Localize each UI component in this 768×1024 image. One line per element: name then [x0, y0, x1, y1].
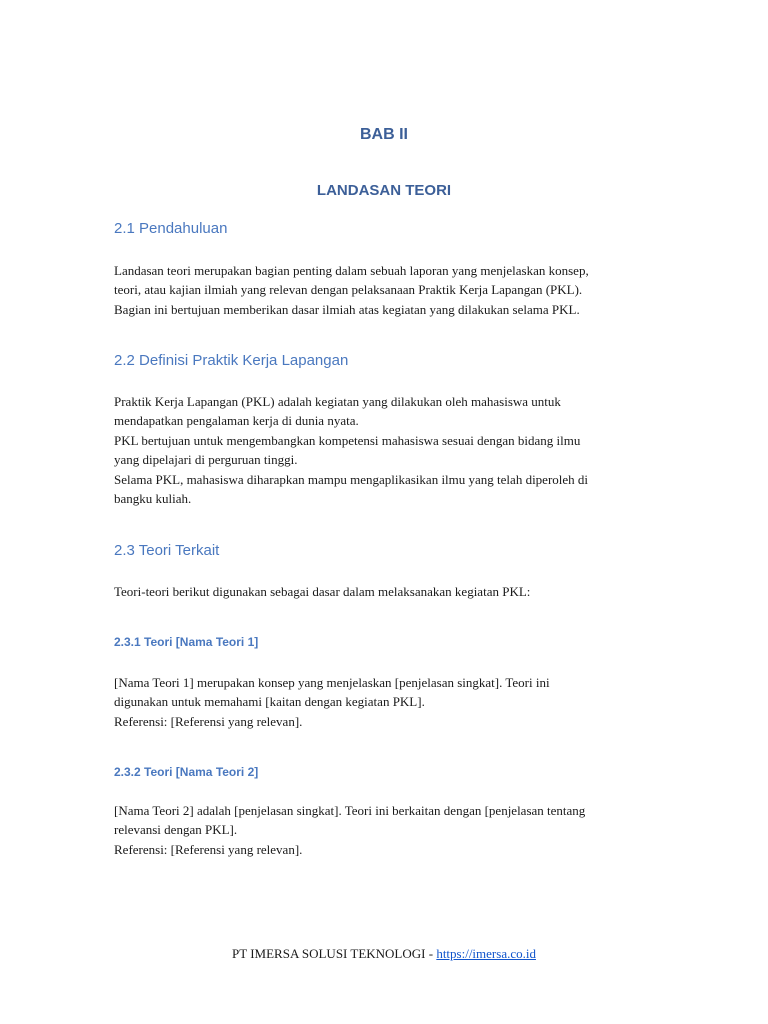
section-heading-2-2: 2.2 Definisi Praktik Kerja Lapangan	[114, 352, 349, 369]
body-line: [Nama Teori 2] adalah [penjelasan singkat]. Teori ini berkaitan dengan [penjelasan tentang	[114, 803, 586, 818]
section-heading-2-1: 2.1 Pendahuluan	[114, 220, 228, 237]
body-line: Praktik Kerja Lapangan (PKL) adalah kegiatan yang dilakukan oleh mahasiswa untuk	[114, 394, 561, 409]
chapter-title: LANDASAN TEORI	[316, 182, 452, 199]
chapter-number: BAB II	[360, 126, 408, 143]
subsection-body-2-3-2	[114, 801, 674, 859]
body-line: Referensi: [Referensi yang relevan].	[114, 841, 303, 857]
body-line: bangku kuliah.	[114, 491, 192, 507]
body-line: digunakan untuk memahami [kaitan dengan kegiatan PKL].	[114, 694, 425, 710]
body-line: Landasan teori merupakan bagian penting dalam sebuah laporan yang menjelaskan konsep,	[114, 263, 589, 278]
section-body-2-3	[114, 582, 674, 601]
body-line: Referensi: [Referensi yang relevan].	[114, 713, 303, 729]
body-line: Teori-teori berikut digunakan sebagai dasar dalam melaksanakan kegiatan PKL:	[114, 584, 531, 599]
section-heading-2-3: 2.3 Teori Terkait	[114, 542, 220, 559]
body-line: mendapatkan pengalaman kerja di dunia nyata.	[114, 413, 359, 429]
body-line: [Nama Teori 1] merupakan konsep yang menjelaskan [penjelasan singkat]. Teori ini	[114, 675, 550, 690]
subsection-heading-2-3-1: 2.3.1 Teori [Nama Teori 1]	[114, 635, 259, 649]
body-line: Bagian ini bertujuan memberikan dasar ilmiah atas kegiatan yang dilakukan selama PKL.	[114, 301, 580, 317]
subsection-body-2-3-1	[114, 673, 674, 731]
footer-company: PT IMERSA SOLUSI TEKNOLOGI -	[232, 946, 437, 961]
body-line: teori, atau kajian ilmiah yang relevan dengan pelaksanaan Praktik Kerja Lapangan (PKL).	[114, 282, 583, 298]
body-line: Selama PKL, mahasiswa diharapkan mampu mengaplikasikan ilmu yang telah diperoleh di	[114, 471, 589, 487]
footer-website-link[interactable]: https://imersa.co.id	[436, 946, 536, 961]
section-body-2-2	[114, 392, 674, 508]
body-line: PKL bertujuan untuk mengembangkan kompetensi mahasiswa sesuai dengan bidang ilmu	[114, 432, 581, 448]
body-line: relevansi dengan PKL].	[114, 822, 238, 838]
section-body-2-1	[114, 261, 674, 319]
page-footer	[0, 946, 768, 962]
subsection-heading-2-3-2: 2.3.2 Teori [Nama Teori 2]	[114, 765, 259, 779]
body-line: yang dipelajari di perguruan tinggi.	[114, 452, 298, 468]
